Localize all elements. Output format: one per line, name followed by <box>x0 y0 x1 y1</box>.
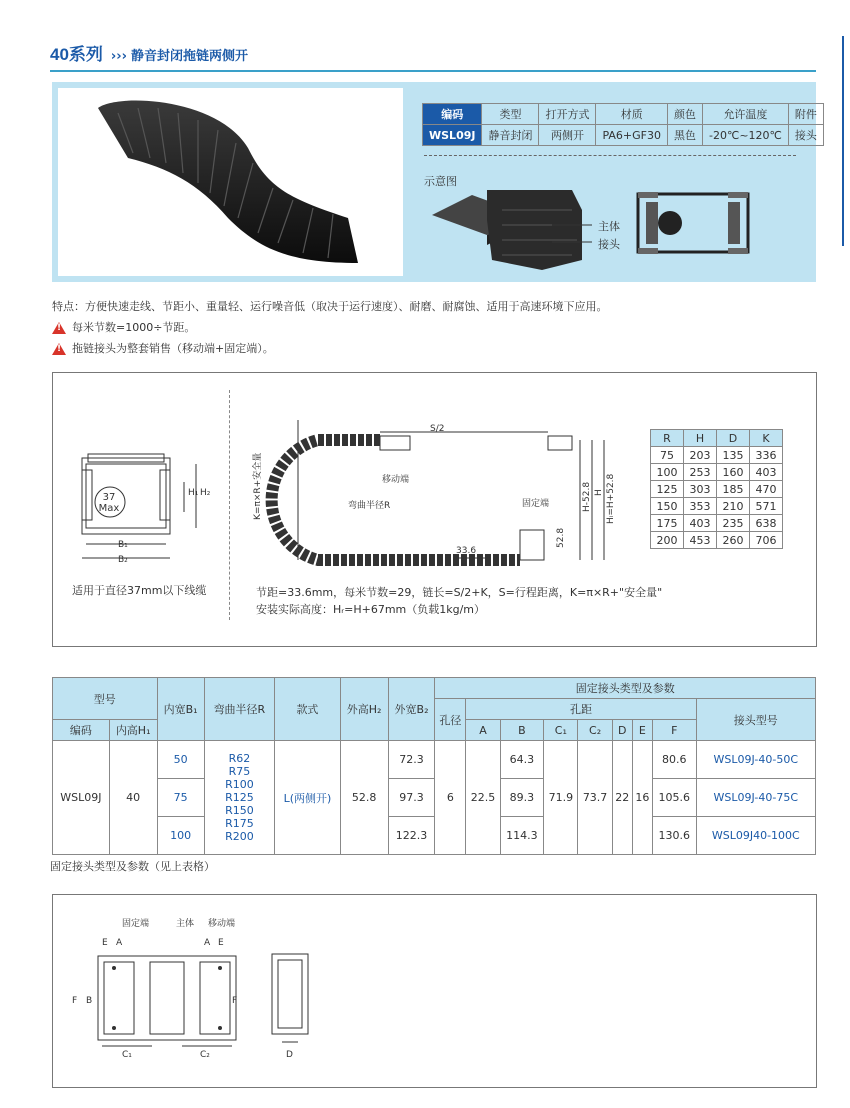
b-cell: 114.3 <box>500 817 544 855</box>
spec-value: WSL09J <box>423 125 482 146</box>
spec-header: 颜色 <box>668 104 703 125</box>
header-divider <box>50 70 816 72</box>
arrows-icon: ››› <box>110 49 127 64</box>
series-title: 40系列 <box>50 45 103 64</box>
radius-item: R175 <box>225 817 254 830</box>
h-label: H <box>594 489 604 496</box>
a-label: A <box>116 938 123 948</box>
c2-label: C₂ <box>200 1050 210 1060</box>
rk-cell: 453 <box>684 532 717 549</box>
section-drawing <box>66 452 226 572</box>
rk-header: K <box>750 430 783 447</box>
warning-line <box>52 340 274 356</box>
joint-model-cell: WSL09J-40-50C <box>696 741 815 779</box>
moving-end-label: 移动端 <box>382 475 410 485</box>
dim-528-label: 52.8 <box>556 527 566 548</box>
bottom-caption: 固定接头类型及参数（见上表格） <box>50 860 215 873</box>
outer-height-header: 外高H₂ <box>340 678 388 741</box>
table-row <box>651 498 783 515</box>
radius-cell <box>204 741 275 855</box>
rk-table <box>650 429 783 549</box>
joint-model-header: 接头型号 <box>696 699 815 741</box>
warning-text: 拖链接头为整套销售（移动端+固定端）。 <box>72 342 274 355</box>
f-label: F <box>232 996 238 1006</box>
rk-cell: 235 <box>717 515 750 532</box>
spec-header: 材质 <box>596 104 668 125</box>
d-cell: 22 <box>612 741 632 855</box>
b-label: B <box>86 996 93 1006</box>
rk-cell: 638 <box>750 515 783 532</box>
b-cell: 64.3 <box>500 741 544 779</box>
spec-value: -20℃~120℃ <box>703 125 789 146</box>
rk-cell: 150 <box>651 498 684 515</box>
spec-table <box>422 103 824 146</box>
d-label: D <box>286 1050 293 1060</box>
rk-cell: 706 <box>750 532 783 549</box>
fixed-joint-header: 固定接头类型及参数 <box>435 678 816 699</box>
h-minus-label: H-52.8 <box>582 481 592 512</box>
radius-item: R150 <box>225 804 254 817</box>
spec-header: 允许温度 <box>703 104 789 125</box>
c1-cell: 71.9 <box>544 741 578 855</box>
hf-label: Hᵢ=H+52.8 <box>606 473 616 524</box>
f-label: F <box>72 996 78 1006</box>
pitch-dim-label: 33.6 <box>456 546 477 556</box>
page-header <box>50 40 248 70</box>
rk-cell: 260 <box>717 532 750 549</box>
c1-label: C₁ <box>122 1050 132 1060</box>
cable-caption: 适用于直径37mm以下线缆 <box>72 584 207 597</box>
code-cell: WSL09J <box>53 741 110 855</box>
joint-model-cell: WSL09J-40-75C <box>696 779 815 817</box>
main-spec-table <box>52 677 816 855</box>
warning-icon <box>52 322 66 334</box>
e-label: E <box>102 938 108 948</box>
dashed-divider <box>424 155 796 156</box>
joint-side-view <box>268 952 312 1048</box>
fixed-end-label: 固定端 <box>522 499 550 509</box>
rk-cell: 403 <box>750 464 783 481</box>
assembly-schematic <box>432 180 592 275</box>
b2-label: B₂ <box>118 555 128 565</box>
rk-cell: 336 <box>750 447 783 464</box>
rk-header: D <box>717 430 750 447</box>
height-note: 安装实际高度：Hᵣ=H+67mm（负载1kg/m） <box>256 603 486 616</box>
rk-cell: 175 <box>651 515 684 532</box>
rk-cell: 203 <box>684 447 717 464</box>
rk-cell: 200 <box>651 532 684 549</box>
spec-header: 编码 <box>423 104 482 125</box>
rk-header: H <box>684 430 717 447</box>
inner-height-header: 内高H₁ <box>109 720 157 741</box>
hole-pitch-header: 孔距 <box>466 699 696 720</box>
h1-label: H₁ <box>188 488 199 498</box>
b-cell: 89.3 <box>500 779 544 817</box>
warning-icon <box>52 343 66 355</box>
col-header: E <box>632 720 652 741</box>
s2-label: S/2 <box>430 424 445 434</box>
table-row <box>651 515 783 532</box>
table-row <box>651 447 783 464</box>
rk-cell: 470 <box>750 481 783 498</box>
fixed-end-label: 固定端 <box>122 919 150 929</box>
max-value: 37 <box>102 492 116 503</box>
table-row <box>651 464 783 481</box>
h1-cell: 40 <box>109 741 157 855</box>
body-label: 主体 <box>176 919 195 929</box>
joint-label: 接头 <box>598 238 620 251</box>
rk-cell: 160 <box>717 464 750 481</box>
rk-cell: 403 <box>684 515 717 532</box>
width-cell: 75 <box>157 779 204 817</box>
rk-cell: 185 <box>717 481 750 498</box>
style-header: 款式 <box>275 678 340 741</box>
k-label: K=π×R+安全量 <box>253 452 263 520</box>
rk-cell: 303 <box>684 481 717 498</box>
col-header: C₂ <box>578 720 612 741</box>
edge-bar <box>842 36 844 246</box>
section-schematic <box>636 192 750 254</box>
radius-item: R125 <box>225 791 254 804</box>
spec-header: 类型 <box>482 104 539 125</box>
width-cell: 100 <box>157 817 204 855</box>
joint-model-cell: WSL09J40-100C <box>696 817 815 855</box>
warning-line <box>52 319 195 335</box>
rk-cell: 210 <box>717 498 750 515</box>
rk-header: R <box>651 430 684 447</box>
rk-cell: 100 <box>651 464 684 481</box>
inner-width-header: 内宽B₁ <box>157 678 204 741</box>
b2-cell: 97.3 <box>388 779 435 817</box>
hole-dia-header: 孔径 <box>435 699 466 741</box>
drawing-separator <box>229 390 230 620</box>
table-row <box>53 817 816 855</box>
model-header: 型号 <box>53 678 158 720</box>
radius-item: R200 <box>225 830 254 843</box>
outer-width-header: 外宽B₂ <box>388 678 435 741</box>
spec-header: 附件 <box>788 104 823 125</box>
rk-cell: 75 <box>651 447 684 464</box>
e-label: E <box>218 938 224 948</box>
moving-end-label: 移动端 <box>208 919 236 929</box>
col-header: A <box>466 720 500 741</box>
spec-value: 黑色 <box>668 125 703 146</box>
spec-value: 接头 <box>788 125 823 146</box>
radius-item: R75 <box>228 765 251 778</box>
rk-cell: 571 <box>750 498 783 515</box>
table-row <box>53 779 816 817</box>
table-row <box>651 481 783 498</box>
spec-header: 打开方式 <box>539 104 596 125</box>
width-cell: 50 <box>157 741 204 779</box>
rk-cell: 253 <box>684 464 717 481</box>
h2-cell: 52.8 <box>340 741 388 855</box>
radius-item: R62 <box>228 752 251 765</box>
bend-radius-label: 弯曲半径R <box>348 501 391 511</box>
bend-radius-header: 弯曲半径R <box>204 678 275 741</box>
h2-label: H₂ <box>200 488 211 498</box>
col-header: F <box>652 720 696 741</box>
diagram-label: 示意图 <box>424 175 457 188</box>
c2-cell: 73.7 <box>578 741 612 855</box>
spec-value: PA6+GF30 <box>596 125 668 146</box>
style-cell: L(两侧开) <box>275 741 340 855</box>
joint-top-view <box>92 950 242 1050</box>
warning-text: 每米节数=1000÷节距。 <box>72 321 196 334</box>
rk-cell: 353 <box>684 498 717 515</box>
body-label: 主体 <box>598 220 620 233</box>
table-row <box>53 741 816 779</box>
rk-cell: 125 <box>651 481 684 498</box>
b2-cell: 72.3 <box>388 741 435 779</box>
f-cell: 80.6 <box>652 741 696 779</box>
radius-item: R100 <box>225 778 254 791</box>
feature-line: 特点：方便快速走线、节距小、重量轻、运行噪音低（取决于运行速度）、耐磨、耐腐蚀、适用于高速环境下应用。 <box>52 300 608 313</box>
col-header: D <box>612 720 632 741</box>
series-subtitle: 静音封闭拖链两侧开 <box>131 49 249 64</box>
chain-drawing <box>258 410 638 570</box>
rk-cell: 135 <box>717 447 750 464</box>
b1-label: B₁ <box>118 540 128 550</box>
b2-cell: 122.3 <box>388 817 435 855</box>
product-photo <box>58 88 403 276</box>
col-header: B <box>500 720 544 741</box>
e-cell: 16 <box>632 741 652 855</box>
col-header: C₁ <box>544 720 578 741</box>
f-cell: 105.6 <box>652 779 696 817</box>
max-sub: Max <box>98 503 120 514</box>
hole-cell: 6 <box>435 741 466 855</box>
pitch-note: 节距=33.6mm，每米节数=29，链长=S/2+K，S=行程距离，K=π×R+"安全量" <box>256 586 663 599</box>
table-row <box>651 532 783 549</box>
code-header: 编码 <box>53 720 110 741</box>
max-diameter-label <box>94 492 124 514</box>
f-cell: 130.6 <box>652 817 696 855</box>
a-cell: 22.5 <box>466 741 500 855</box>
spec-value: 两侧开 <box>539 125 596 146</box>
a-label: A <box>204 938 211 948</box>
spec-value: 静音封闭 <box>482 125 539 146</box>
